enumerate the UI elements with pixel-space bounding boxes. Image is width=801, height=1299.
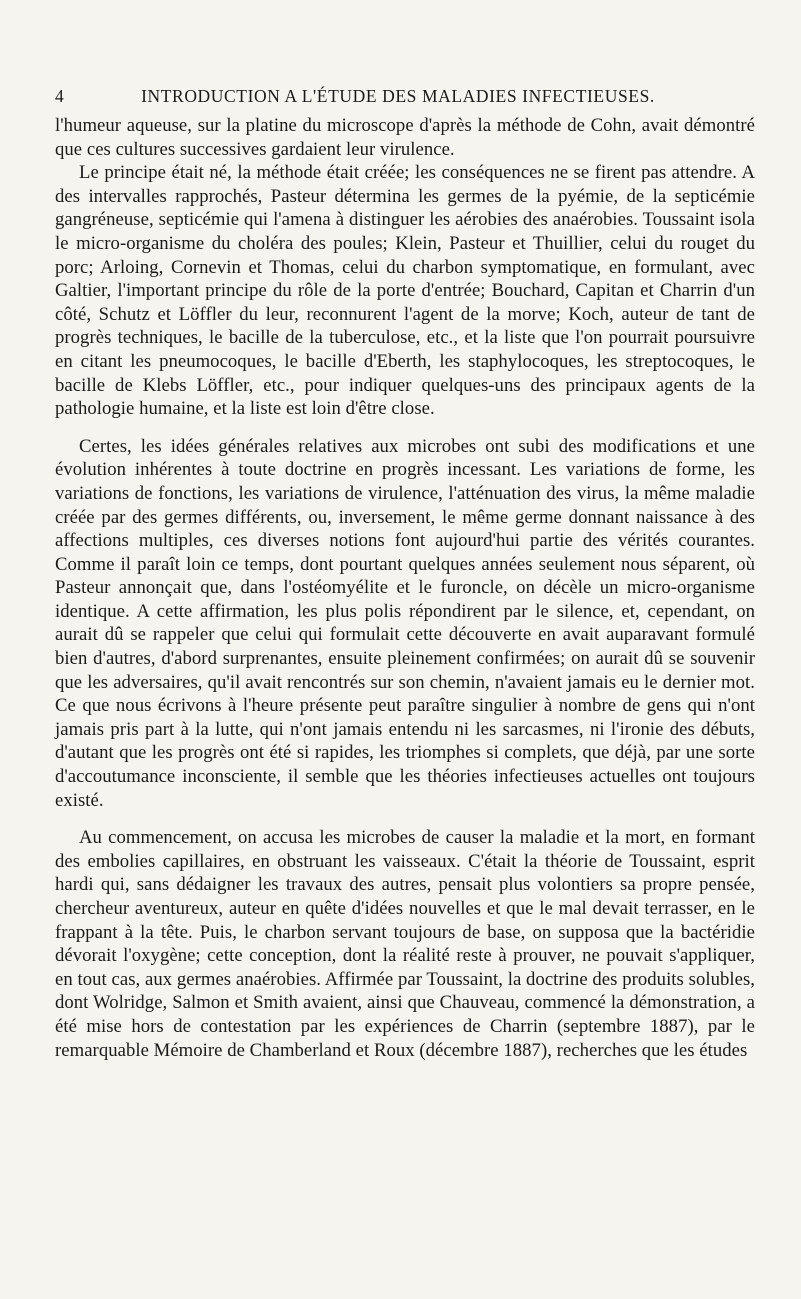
book-page [55,86,755,1062]
paragraph: Certes, les idées générales relatives aux microbes ont subi des modifications et une évolution inhérentes à toute doctrine en progrès incessant. Les variations de forme, les variations de fonctions, les variations de virulence, l'atténuation des virus, la même maladie créée par des germes différents, ou, inversement, le même germe donnant naissance à des affections multiples, ces diverses notions font aujourd'hui partie des vérités courantes. Comme il paraît loin ce temps, dont pourtant quelques années seulement nous séparent, où Pasteur annonçait que, dans l'ostéomyélite et le furoncle, on décèle un micro-organisme identique. A cette affirmation, les plus polis répondirent par le silence, et, cependant, on aurait dû se rappeler que celui qui formulait cette découverte en avait auparavant formulé bien d'autres, d'abord surprenantes, ensuite pleinement confirmées; on aurait dû se souvenir que les adversaires, qu'il avait rencontrés sur son chemin, n'avaient jamais eu le dernier mot. Ce que nous écrivons à l'heure présente peut paraître singulier à nombre de gens qui n'ont jamais pris part à la lutte, qui n'ont jamais entendu ni les sarcasmes, ni l'ironie des débuts, d'autant que les progrès ont été si rapides, les triomphes si complets, que déjà, par une sorte d'accoutumance inconsciente, il semble que les théories infectieuses actuelles ont toujours existé. [55,435,755,811]
running-title: INTRODUCTION A L'ÉTUDE DES MALADIES INFECTIEUSES. [141,86,655,106]
running-header [55,86,755,114]
paragraph-continued: l'humeur aqueuse, sur la platine du microscope d'après la méthode de Cohn, avait démontré que ces cultures successives gardaient leur virulence. [55,115,755,160]
page-number: 4 [55,86,65,106]
paragraph: Le principe était né, la méthode était créée; les conséquences ne se firent pas attendre. A des intervalles rapprochés, Pasteur détermina les germes de la pyémie, de la septicémie gangréneuse, septicémie qui l'amena à distinguer les aérobies des anaérobies. Toussaint isola le micro-organisme du choléra des poules; Klein, Pasteur et Thuillier, celui du rouget du porc; Arloing, Cornevin et Thomas, celui du charbon symptomatique, en formulant, avec Galtier, l'important principe du rôle de la porte d'entrée; Bouchard, Capitan et Charrin d'un côté, Schutz et Löffler du leur, reconnurent l'agent de la morve; Koch, auteur de tant de progrès techniques, le bacille de la tuberculose, etc., et la liste que l'on pourrait poursuivre en citant les pneumocoques, le bacille d'Eberth, les staphylocoques, les streptocoques, le bacille de Klebs Löffler, etc., pour indiquer quelques-uns des principaux agents de la pathologie humaine, et la liste est loin d'être close. [55,162,755,420]
paragraph: Au commencement, on accusa les microbes de causer la maladie et la mort, en formant des embolies capillaires, en obstruant les vaisseaux. C'était la théorie de Toussaint, esprit hardi qui, sans dédaigner les travaux des autres, pensait plus volontiers sa propre pensée, chercheur aventureux, auteur en quête d'idées nouvelles et que le mal devait terrasser, en le frappant à la tête. Puis, le charbon servant toujours de base, on supposa que la bactéridie dévorait l'oxygène; cette conception, dont la réalité reste à prouver, ne pouvait s'appliquer, en tout cas, aux germes anaérobies. Affirmée par Toussaint, la doctrine des produits solubles, dont Wolridge, Salmon et Smith avaient, ainsi que Chauveau, commencé la démonstration, a été mise hors de contestation par les expériences de Charrin (septembre 1887), par le remarquable Mémoire de Chamberland et Roux (décembre 1887), recherches que les études [55,827,755,1061]
body-text [55,114,755,1062]
